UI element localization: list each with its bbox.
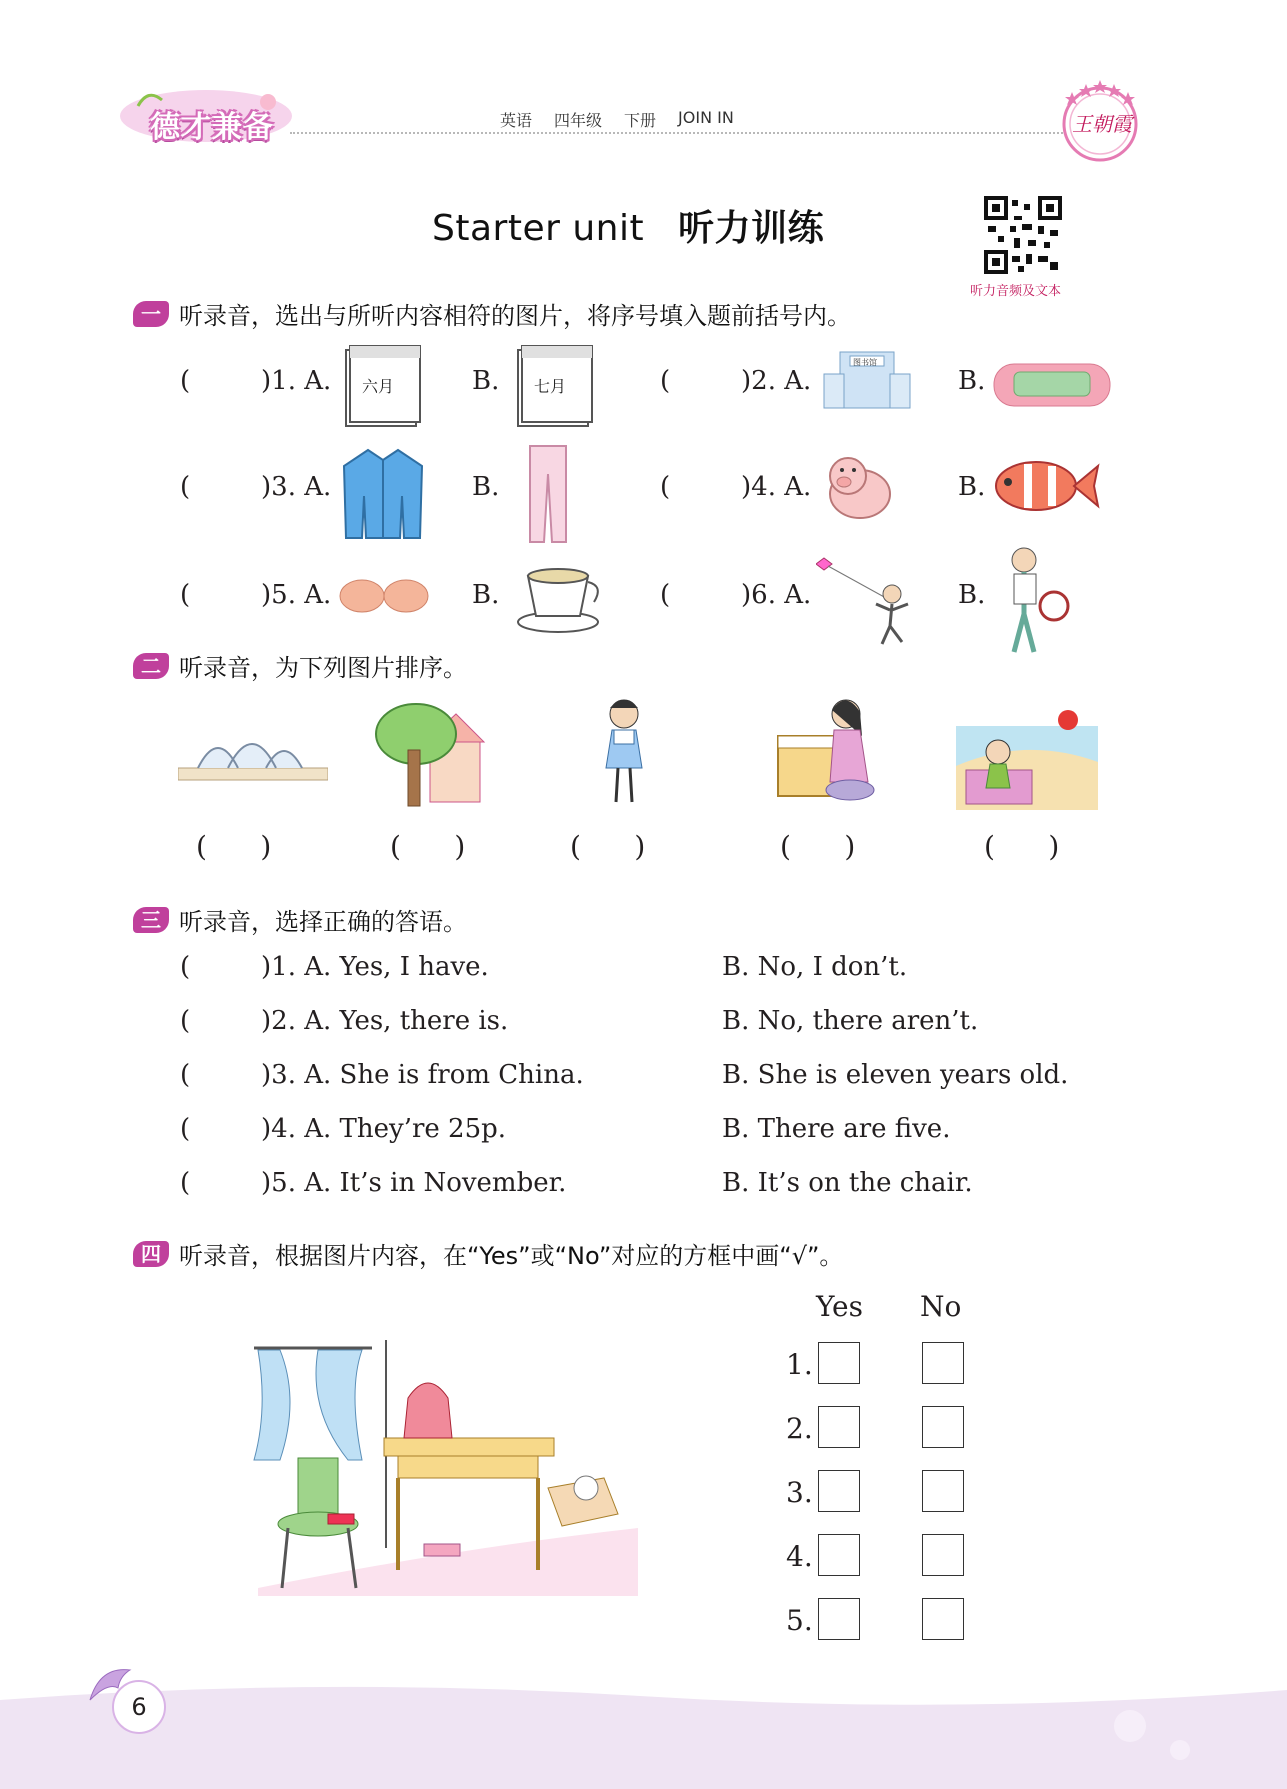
calendar-icon[interactable] (342, 340, 422, 430)
section2-instruction: 听录音，为下列图片排序。 (179, 654, 467, 682)
library-building-icon[interactable] (820, 344, 914, 414)
section1-heading (133, 296, 851, 331)
no-checkbox[interactable] (922, 1470, 964, 1512)
qr-caption: 听力音频及文本 (970, 284, 1062, 299)
yn-row-1: 1. (786, 1348, 813, 1381)
page-header (0, 0, 1287, 170)
fish-icon[interactable] (990, 456, 1100, 516)
s1-option-b-label: B. (472, 366, 500, 396)
option-a: 3. A. She is from China. (271, 1060, 584, 1090)
section3-heading (133, 902, 467, 937)
answer-blank[interactable]: ( (660, 580, 671, 610)
footer-wave (0, 1680, 1287, 1789)
s3-question-4: ( )4. A. They’re 25p. (180, 1114, 507, 1144)
answer-blank[interactable]: ( (180, 952, 191, 982)
trousers-icon[interactable] (526, 444, 570, 544)
tree-house-icon[interactable] (374, 700, 486, 808)
option-b: B. No, there aren’t. (722, 1006, 979, 1036)
tea-cup-icon[interactable] (514, 562, 608, 634)
no-checkbox[interactable] (922, 1406, 964, 1448)
option-a: 1. A. Yes, I have. (271, 952, 489, 982)
badge-text: 王朝霞 (1072, 112, 1132, 136)
question-label: 6. A. (751, 580, 812, 610)
order-blank-5[interactable]: ( ) (984, 830, 1060, 863)
beach-boy-icon[interactable] (956, 706, 1098, 810)
answer-blank[interactable]: ( (180, 1168, 191, 1198)
answer-blank[interactable]: ( (180, 1006, 191, 1036)
answer-blank[interactable]: ( (180, 1114, 191, 1144)
question-label: 5. A. (271, 580, 332, 610)
s3-question-3: ( )3. A. She is from China. (180, 1060, 584, 1090)
flying-kite-icon[interactable] (816, 554, 924, 646)
yes-checkbox[interactable] (818, 1534, 860, 1576)
header-meta (500, 108, 734, 131)
header-divider (290, 132, 1070, 134)
s1-question-6: ( ) 6. A. (660, 580, 812, 610)
calendar-icon[interactable] (514, 340, 594, 430)
question-label: 1. A. (271, 366, 332, 396)
no-checkbox[interactable] (922, 1534, 964, 1576)
s3-question-2: ( )2. A. Yes, there is. (180, 1006, 509, 1036)
section4-number: 四 (133, 1241, 169, 1267)
s3-question-5: ( )5. A. It’s in November. (180, 1168, 567, 1198)
no-checkbox[interactable] (922, 1342, 964, 1384)
yes-checkbox[interactable] (818, 1342, 860, 1384)
section2-heading (133, 648, 467, 683)
playground-icon[interactable] (992, 360, 1112, 410)
s1-option-b-label: B. (958, 580, 986, 610)
s1-option-b-label: B. (958, 472, 986, 502)
s1-question-3: ( ) 3. A. (180, 472, 332, 502)
s1-question-2: ( ) 2. A. (660, 366, 812, 396)
s1-option-b-label: B. (472, 472, 500, 502)
s1-question-4: ( ) 4. A. (660, 472, 812, 502)
section4-heading (133, 1236, 843, 1271)
pig-icon[interactable] (818, 446, 898, 526)
answer-blank[interactable]: ( (660, 366, 671, 396)
s3-question-1: ( )1. A. Yes, I have. (180, 952, 489, 982)
brand-name: 德才兼备 (150, 110, 274, 145)
question-label: 3. A. (271, 472, 332, 502)
riding-bike-icon[interactable] (994, 544, 1070, 656)
answer-blank[interactable]: ( (180, 580, 191, 610)
s1-question-5: ( ) 5. A. (180, 580, 332, 610)
option-a: 5. A. It’s in November. (271, 1168, 567, 1198)
girl-icon[interactable] (592, 696, 658, 808)
yes-checkbox[interactable] (818, 1406, 860, 1448)
yes-checkbox[interactable] (818, 1470, 860, 1512)
eggs-icon[interactable] (338, 578, 430, 614)
option-a: 2. A. Yes, there is. (271, 1006, 509, 1036)
volume: 下册 (624, 111, 657, 130)
section1-number: 一 (133, 301, 169, 327)
jacket-icon[interactable] (340, 446, 426, 542)
page-title (432, 200, 824, 251)
answer-blank[interactable]: ( (180, 472, 191, 502)
yn-row-3: 3. (786, 1476, 813, 1509)
answer-blank[interactable]: ( (180, 366, 191, 396)
option-b: B. There are five. (722, 1114, 951, 1144)
order-blank-4[interactable]: ( ) (780, 830, 856, 863)
subject: 英语 (500, 111, 533, 130)
yes-header: Yes (816, 1290, 863, 1323)
option-b: B. She is eleven years old. (722, 1060, 1069, 1090)
grade: 四年级 (554, 111, 603, 130)
yn-row-5: 5. (786, 1604, 813, 1637)
edition: JOIN IN (678, 108, 734, 127)
option-a: 4. A. They’re 25p. (271, 1114, 507, 1144)
bedroom-scene-icon (248, 1338, 648, 1596)
question-label: 2. A. (751, 366, 812, 396)
opera-house-icon[interactable] (178, 720, 328, 782)
no-checkbox[interactable] (922, 1598, 964, 1640)
title-en: Starter unit (432, 208, 645, 249)
order-blank-1[interactable]: ( ) (196, 830, 272, 863)
calendar-text: 七月 (534, 377, 567, 396)
no-header: No (920, 1290, 962, 1323)
s1-question-1: ( ) 1. A. (180, 366, 332, 396)
section3-number: 三 (133, 907, 169, 933)
qr-code-icon[interactable] (984, 196, 1062, 274)
section2-number: 二 (133, 653, 169, 679)
section3-instruction: 听录音，选择正确的答语。 (179, 908, 467, 936)
page-number: 6 (112, 1680, 166, 1734)
s1-option-b-label: B. (472, 580, 500, 610)
calendar-text: 六月 (362, 377, 395, 396)
title-cn: 听力训练 (678, 208, 825, 249)
answer-blank[interactable]: ( (180, 1060, 191, 1090)
yn-row-4: 4. (786, 1540, 813, 1573)
section1-instruction: 听录音，选出与所听内容相符的图片，将序号填入题前括号内。 (179, 302, 851, 330)
piano-player-icon[interactable] (776, 696, 876, 806)
order-blank-2[interactable]: ( ) (390, 830, 466, 863)
answer-blank[interactable]: ( (660, 472, 671, 502)
option-b: B. No, I don’t. (722, 952, 908, 982)
library-sign: 图书馆 (853, 358, 877, 367)
s1-option-b-label: B. (958, 366, 986, 396)
section4-instruction: 听录音，根据图片内容，在“Yes”或“No”对应的方框中画“√”。 (179, 1242, 844, 1270)
yn-row-2: 2. (786, 1412, 813, 1445)
question-label: 4. A. (751, 472, 812, 502)
yes-checkbox[interactable] (818, 1598, 860, 1640)
option-b: B. It’s on the chair. (722, 1168, 973, 1198)
order-blank-3[interactable]: ( ) (570, 830, 646, 863)
